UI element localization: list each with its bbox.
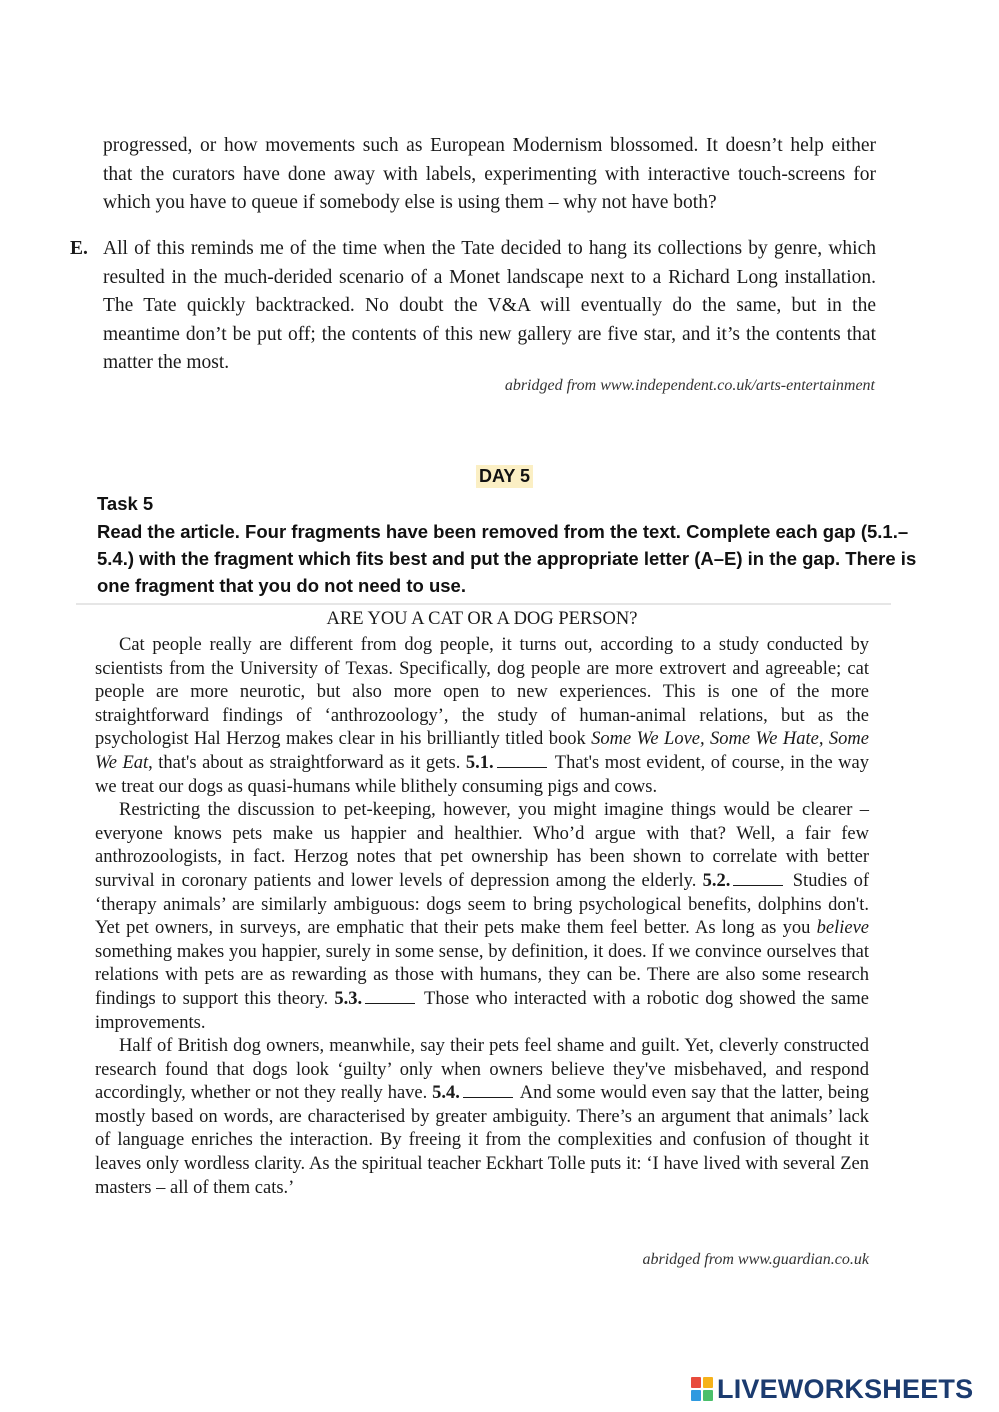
liveworksheets-logo-icon <box>691 1377 713 1401</box>
logo-square-yellow <box>703 1377 713 1388</box>
brand-text: LIVEWORKSHEETS <box>717 1373 974 1404</box>
logo-square-green <box>703 1390 713 1401</box>
task-title: Task 5 <box>97 493 154 514</box>
article-paragraph-1: Cat people really are different from dog people, it turns out, according to a study conducted by scientists from the University of Texas. Specifically, dog people are more extrovert and agreeable; cat people are more neurotic, but also more open to new experiences. This is one of the more straightforward findings of ‘anthrozoology’, the study of human-animal relations, but as the psychologist Hal Herzog makes clear in his brilliantly titled book Some We Love, Some We Hate, Some We Eat, that's about as straightforward as it gets. 5.1. That's most evident, of course, in the way we treat our dogs as quasi-humans while blithely consuming pigs and cows. <box>95 635 870 797</box>
previous-article-source: abridged from www.independent.co.uk/arts-entertainment <box>504 377 875 394</box>
logo-square-blue <box>691 1390 701 1401</box>
article-source: abridged from www.guardian.co.uk <box>642 1251 869 1268</box>
gap-label-5-4: 5.4. <box>432 1083 460 1104</box>
gap-blank-5-1[interactable] <box>497 752 547 768</box>
gap-blank-5-2[interactable] <box>733 870 783 886</box>
liveworksheets-brand[interactable] <box>691 1374 973 1404</box>
article-body <box>95 634 869 1200</box>
gap-label-5-3: 5.3. <box>334 988 363 1009</box>
book-title: Some We Love, Some We Hate, Some We Eat <box>95 729 870 773</box>
day-label: DAY 5 <box>476 465 533 488</box>
gap-blank-5-3[interactable] <box>365 988 415 1004</box>
section-e-text: All of this reminds me of the time when the Tate decided to hang its collections by genre, which resulted in the much-derided scenario of a Monet landscape next to a Richard Long installation. The Tate quickly backtracked. No doubt the V&A will eventually do the same, but in the meantime don’t be put off; the contents of this new gallery are five star, and it’s the contents that matter the most. <box>103 238 876 373</box>
section-e <box>70 235 876 378</box>
gap-blank-5-4[interactable] <box>463 1082 513 1098</box>
gap-label-5-1: 5.1. <box>465 752 494 773</box>
emphasis-believe: believe <box>816 918 869 939</box>
section-e-letter: E. <box>70 238 88 259</box>
task-instructions: Read the article. Four fragments have been removed from the text. Complete each gap (5.1.–5.4.) with the fragment which fits best and put the appropriate letter (A–E) in the gap. There is one fragment that you do not need to use. <box>97 521 917 596</box>
divider <box>76 603 891 605</box>
logo-square-red <box>691 1377 701 1388</box>
gap-label-5-2: 5.2. <box>702 870 731 891</box>
article-paragraph-2: Restricting the discussion to pet-keeping, however, you might imagine things would be clearer – everyone knows pets make us happier and healthier. Who’d argue with that? Well, a fair few anthrozoologists, in fact. Herzog notes that pet ownership has been shown to correlate with better survival in coronary patients and lower levels of depression among the elderly. 5.2. Studies of ‘therapy animals’ are similarly ambiguous: dogs seem to bring psychological benefits, dolphins don't. Yet pet owners, in surveys, are emphatic that their pets make them feel better. As long as you believe something makes you happier, surely in some sense, by definition, it does. If we convince ourselves that relations with pets are as rewarding as those with humans, they can be. There are also some research findings to support this theory. 5.3. Those who interacted with a robotic dog showed the same improvements. <box>95 800 869 1033</box>
article-paragraph-3: Half of British dog owners, meanwhile, say their pets feel shame and guilt. Yet, cleverly constructed research found that dogs look ‘guilty’ only when owners believe they've misbehaved, and respond accordingly, whether or not they really have. 5.4. And some would even say that the latter, being mostly based on words, are characterised by greater ambiguity. There’s an argument that animals’ lack of language enriches the interaction. By freeing it from the complexities and confusion of thought it leaves only wordless clarity. As the spiritual teacher Eckhart Tolle puts it: ‘I have lived with several Zen masters – all of them cats.’ <box>95 1036 869 1198</box>
article-title: ARE YOU A CAT OR A DOG PERSON? <box>326 609 638 629</box>
previous-article-continuation: progressed, or how movements such as European Modernism blossomed. It doesn’t help either that the curators have done away with labels, experimenting with interactive touch-screens for which you have to queue if somebody else is using them – why not have both? <box>103 135 876 213</box>
